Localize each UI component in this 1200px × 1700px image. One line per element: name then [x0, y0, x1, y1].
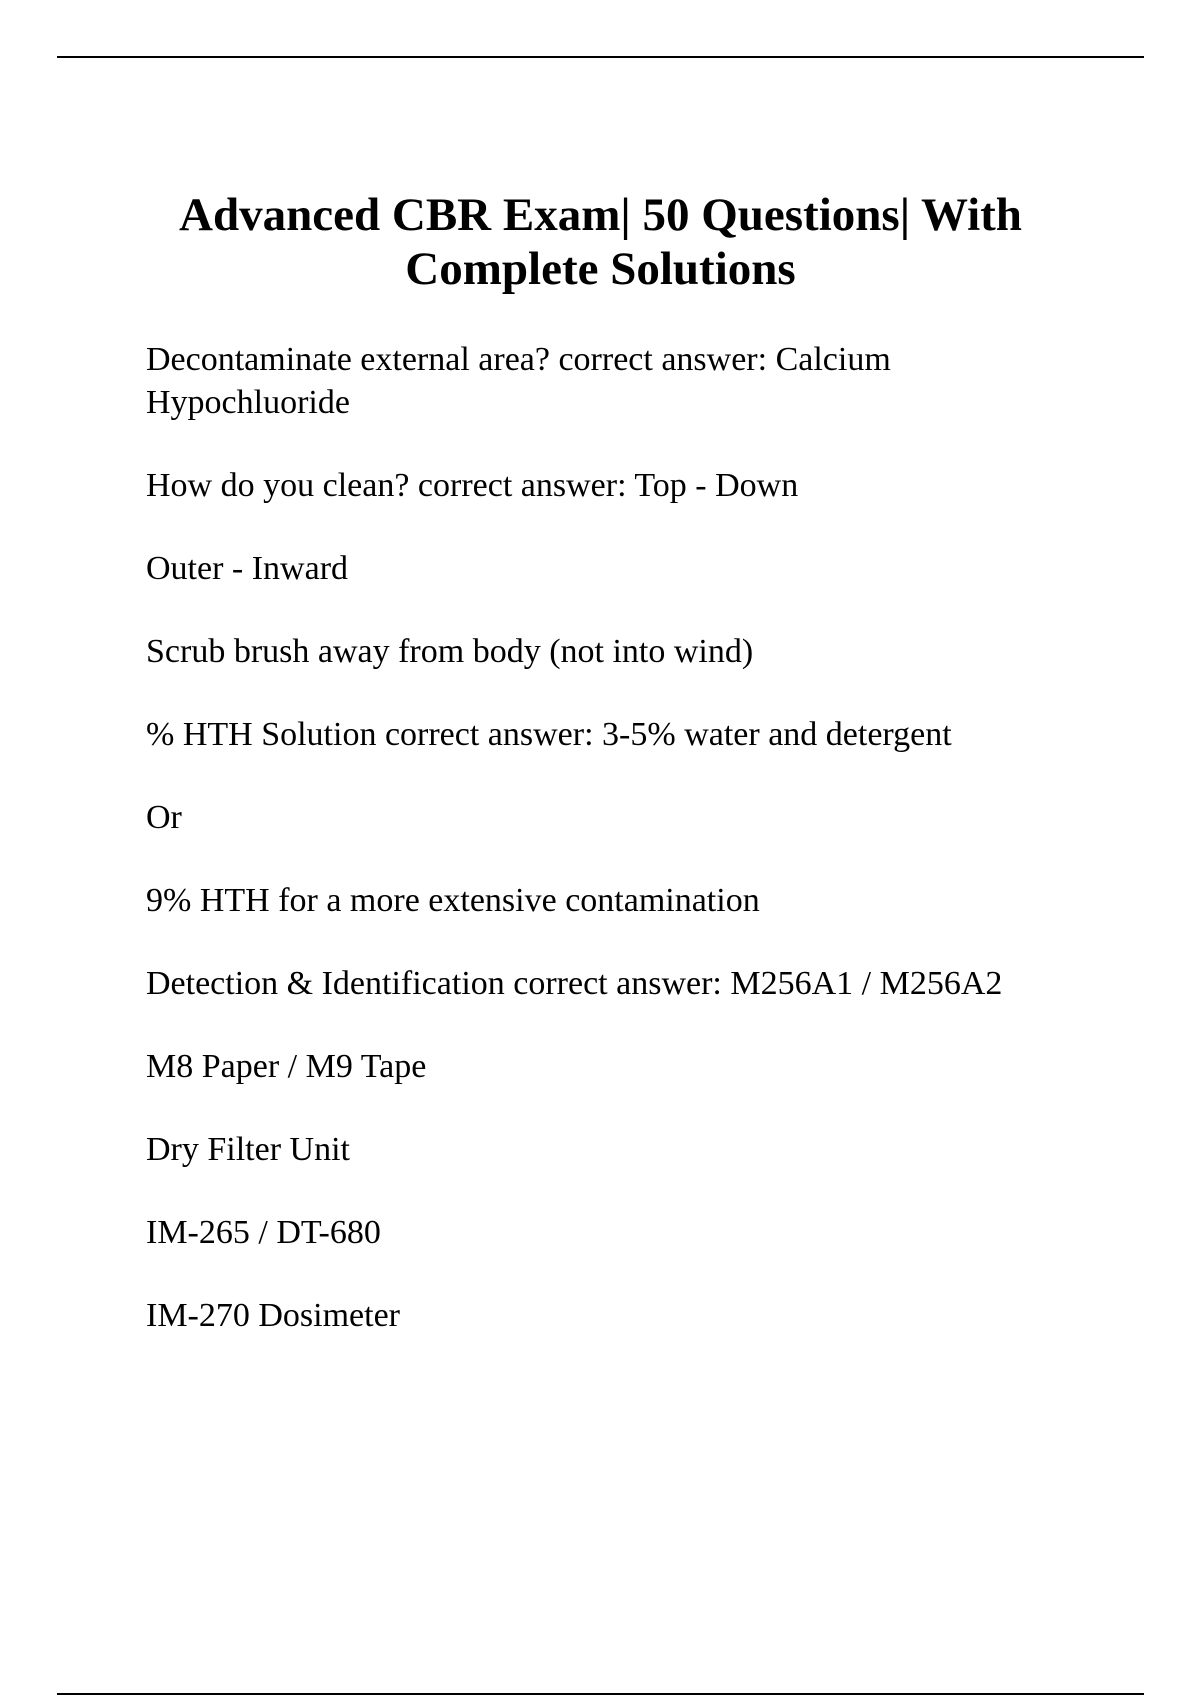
paragraph-im265: IM-265 / DT-680 [146, 1214, 381, 1251]
paragraph-m8-paper: M8 Paper / M9 Tape [146, 1048, 427, 1085]
paragraph-hth-solution: % HTH Solution correct answer: 3-5% water and detergent [146, 716, 952, 753]
document-body [146, 338, 1106, 1377]
top-divider [57, 56, 1144, 58]
paragraph-text: Decontaminate external area? correct answer: Calcium [146, 341, 891, 378]
paragraph-how-clean: How do you clean? correct answer: Top - Down [146, 467, 799, 504]
paragraph-detection: Detection & Identification correct answer: M256A1 / M256A2 [146, 965, 1003, 1002]
paragraph-text-continued: Hypochluoride [146, 384, 350, 421]
paragraph-outer-inward: Outer - Inward [146, 550, 349, 587]
title-line-1: Advanced CBR Exam| 50 Questions| With [179, 189, 1022, 241]
paragraph-or: Or [146, 799, 182, 836]
paragraph-nine-percent-hth: 9% HTH for a more extensive contamination [146, 882, 760, 919]
title-line-2: Complete Solutions [405, 243, 796, 295]
paragraph-scrub-brush: Scrub brush away from body (not into wind) [146, 633, 754, 670]
document-title [57, 188, 1144, 296]
bottom-divider [57, 1693, 1144, 1695]
paragraph-dry-filter: Dry Filter Unit [146, 1131, 350, 1168]
paragraph-im270: IM-270 Dosimeter [146, 1297, 401, 1334]
paragraph-decontaminate [146, 338, 1106, 424]
